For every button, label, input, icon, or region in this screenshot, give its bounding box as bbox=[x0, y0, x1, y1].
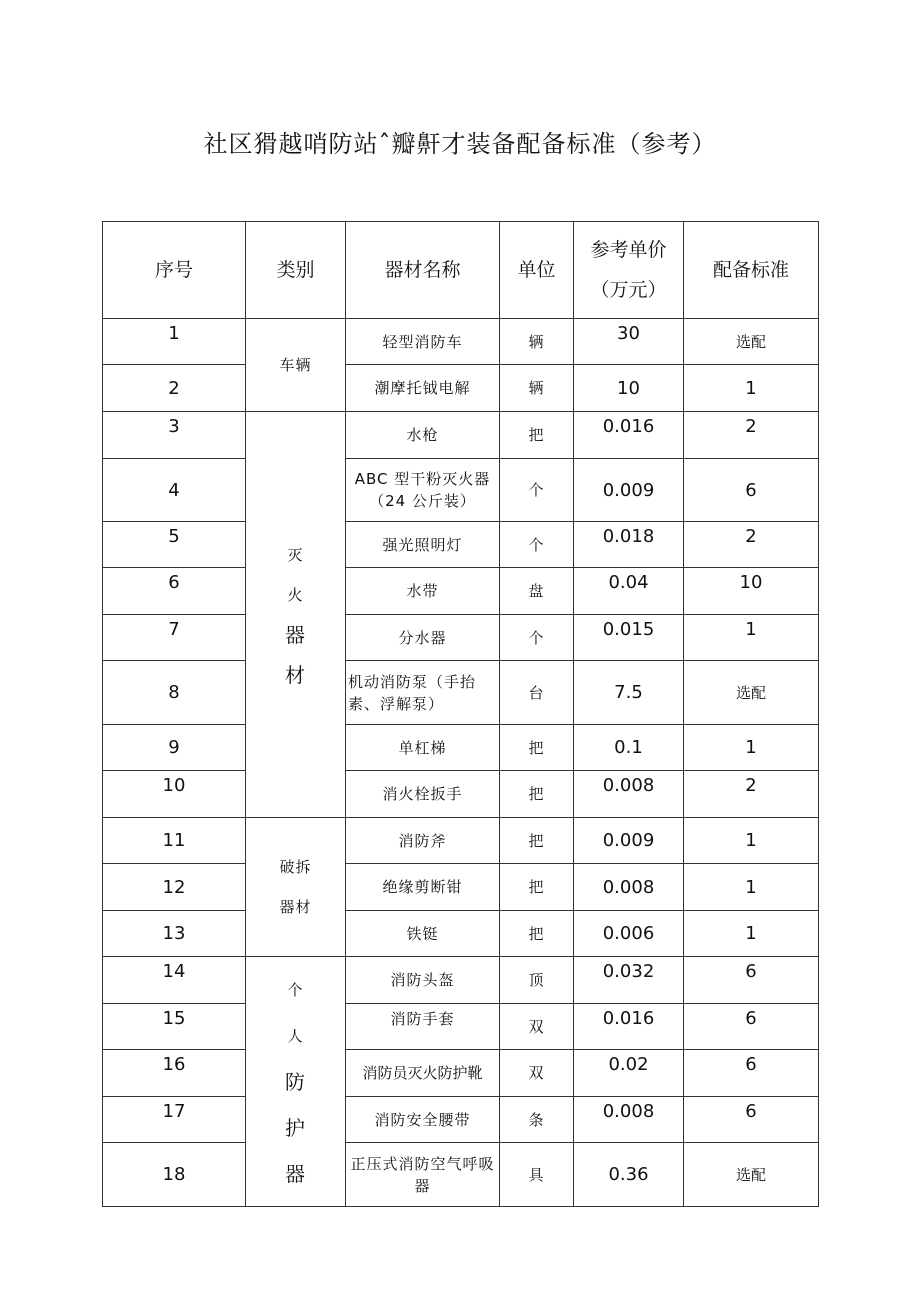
cell-standard: 2 bbox=[684, 522, 819, 568]
cell-standard: 1 bbox=[684, 864, 819, 911]
table-row bbox=[103, 661, 819, 725]
category-char: 灭 bbox=[287, 545, 304, 564]
cell-unit: 条 bbox=[500, 1097, 574, 1143]
cell-seq: 4 bbox=[103, 459, 246, 522]
cell-unit: 个 bbox=[500, 459, 574, 522]
cell-standard: 2 bbox=[684, 771, 819, 818]
category-char: 人 bbox=[287, 1026, 304, 1045]
header-standard: 配备标准 bbox=[684, 222, 819, 319]
cell-price: 0.032 bbox=[574, 957, 684, 1004]
header-price-line2: （万元） bbox=[590, 279, 667, 301]
cell-name: 消防头盔 bbox=[346, 957, 500, 1004]
cell-seq: 5 bbox=[103, 522, 246, 568]
cell-standard: 选配 bbox=[684, 319, 819, 365]
cell-name: 单杠梯 bbox=[346, 725, 500, 771]
cell-name: 机动消防泵（手抬素、浮解泵） bbox=[346, 661, 500, 725]
table-row bbox=[103, 522, 819, 568]
cell-price: 0.36 bbox=[574, 1143, 684, 1207]
cell-standard: 2 bbox=[684, 412, 819, 459]
cell-name: 消防斧 bbox=[346, 818, 500, 864]
cell-unit: 辆 bbox=[500, 365, 574, 412]
cell-name: 分水器 bbox=[346, 615, 500, 661]
cell-unit: 把 bbox=[500, 864, 574, 911]
table-row bbox=[103, 1004, 819, 1050]
cell-price: 0.1 bbox=[574, 725, 684, 771]
cell-seq: 18 bbox=[103, 1143, 246, 1207]
category-personal bbox=[246, 957, 346, 1207]
category-char: 车辆 bbox=[279, 356, 312, 374]
category-char: 火 bbox=[287, 585, 304, 604]
cell-standard: 1 bbox=[684, 725, 819, 771]
cell-seq: 12 bbox=[103, 864, 246, 911]
header-category: 类别 bbox=[246, 222, 346, 319]
table-row bbox=[103, 365, 819, 412]
cell-name: 消火栓扳手 bbox=[346, 771, 500, 818]
table-row bbox=[103, 725, 819, 771]
cell-unit: 辆 bbox=[500, 319, 574, 365]
cell-standard: 1 bbox=[684, 818, 819, 864]
cell-name: 水枪 bbox=[346, 412, 500, 459]
cell-price: 0.02 bbox=[574, 1050, 684, 1097]
category-char: 器材 bbox=[279, 898, 312, 916]
cell-unit: 双 bbox=[500, 1004, 574, 1050]
cell-name: 绝缘剪断钳 bbox=[346, 864, 500, 911]
category-vehicle bbox=[246, 319, 346, 412]
table-row bbox=[103, 1097, 819, 1143]
table-row bbox=[103, 957, 819, 1004]
cell-name: 消防员灭火防护靴 bbox=[346, 1050, 500, 1097]
cell-standard: 选配 bbox=[684, 661, 819, 725]
cell-name: 铁铤 bbox=[346, 911, 500, 957]
cell-unit: 个 bbox=[500, 522, 574, 568]
cell-standard: 1 bbox=[684, 911, 819, 957]
cell-standard: 10 bbox=[684, 568, 819, 615]
cell-price: 0.009 bbox=[574, 818, 684, 864]
cell-unit: 把 bbox=[500, 911, 574, 957]
category-breaking bbox=[246, 818, 346, 957]
cell-standard: 6 bbox=[684, 1097, 819, 1143]
cell-seq: 10 bbox=[103, 771, 246, 818]
category-char: 器 bbox=[285, 1161, 306, 1186]
category-char: 破拆 bbox=[279, 858, 312, 876]
cell-price: 0.006 bbox=[574, 911, 684, 957]
table-row bbox=[103, 412, 819, 459]
cell-seq: 7 bbox=[103, 615, 246, 661]
cell-price: 0.015 bbox=[574, 615, 684, 661]
cell-price: 0.04 bbox=[574, 568, 684, 615]
table-row bbox=[103, 771, 819, 818]
table-row bbox=[103, 911, 819, 957]
cell-name: 水带 bbox=[346, 568, 500, 615]
cell-price: 0.008 bbox=[574, 1097, 684, 1143]
cell-standard: 6 bbox=[684, 459, 819, 522]
cell-unit: 具 bbox=[500, 1143, 574, 1207]
cell-seq: 11 bbox=[103, 818, 246, 864]
cell-price: 30 bbox=[574, 319, 684, 365]
cell-name: 潮摩托钺电解 bbox=[346, 365, 500, 412]
category-char: 护 bbox=[285, 1115, 306, 1140]
cell-price: 0.008 bbox=[574, 864, 684, 911]
cell-name: ABC 型干粉灭火器（24 公斤装） bbox=[346, 459, 500, 522]
header-row bbox=[103, 222, 819, 319]
cell-unit: 双 bbox=[500, 1050, 574, 1097]
cell-price: 0.009 bbox=[574, 459, 684, 522]
cell-seq: 3 bbox=[103, 412, 246, 459]
cell-price: 0.008 bbox=[574, 771, 684, 818]
cell-standard: 1 bbox=[684, 365, 819, 412]
cell-seq: 14 bbox=[103, 957, 246, 1004]
table-row bbox=[103, 864, 819, 911]
category-char: 防 bbox=[285, 1069, 306, 1094]
cell-unit: 台 bbox=[500, 661, 574, 725]
category-char: 器 bbox=[285, 622, 306, 647]
cell-price: 0.016 bbox=[574, 1004, 684, 1050]
cell-unit: 盘 bbox=[500, 568, 574, 615]
table-row bbox=[103, 568, 819, 615]
cell-seq: 1 bbox=[103, 319, 246, 365]
cell-price: 7.5 bbox=[574, 661, 684, 725]
cell-unit: 个 bbox=[500, 615, 574, 661]
cell-unit: 把 bbox=[500, 771, 574, 818]
table-row bbox=[103, 1143, 819, 1207]
cell-name: 消防安全腰带 bbox=[346, 1097, 500, 1143]
table-row bbox=[103, 818, 819, 864]
cell-standard: 选配 bbox=[684, 1143, 819, 1207]
cell-seq: 2 bbox=[103, 365, 246, 412]
cell-seq: 17 bbox=[103, 1097, 246, 1143]
cell-unit: 顶 bbox=[500, 957, 574, 1004]
cell-standard: 6 bbox=[684, 1004, 819, 1050]
cell-name: 消防手套 bbox=[346, 1004, 500, 1050]
category-char: 个 bbox=[287, 980, 304, 999]
cell-seq: 16 bbox=[103, 1050, 246, 1097]
category-fire bbox=[246, 412, 346, 818]
cell-unit: 把 bbox=[500, 725, 574, 771]
table-row bbox=[103, 319, 819, 365]
cell-unit: 把 bbox=[500, 412, 574, 459]
header-price-line1: 参考单价 bbox=[590, 239, 667, 261]
cell-standard: 6 bbox=[684, 1050, 819, 1097]
cell-name: 正压式消防空气呼吸器 bbox=[346, 1143, 500, 1207]
header-unit: 单位 bbox=[500, 222, 574, 319]
cell-seq: 8 bbox=[103, 661, 246, 725]
header-name: 器材名称 bbox=[346, 222, 500, 319]
table-row bbox=[103, 615, 819, 661]
cell-price: 10 bbox=[574, 365, 684, 412]
cell-seq: 6 bbox=[103, 568, 246, 615]
cell-seq: 15 bbox=[103, 1004, 246, 1050]
cell-seq: 9 bbox=[103, 725, 246, 771]
cell-price: 0.018 bbox=[574, 522, 684, 568]
cell-name: 轻型消防车 bbox=[346, 319, 500, 365]
category-char: 材 bbox=[285, 662, 306, 687]
cell-price: 0.016 bbox=[574, 412, 684, 459]
header-price bbox=[574, 222, 684, 319]
cell-standard: 1 bbox=[684, 615, 819, 661]
cell-standard: 6 bbox=[684, 957, 819, 1004]
cell-seq: 13 bbox=[103, 911, 246, 957]
page-title: 社区猾越哨防站ˆ瓣鼾才装备配备标准（参考） bbox=[203, 130, 717, 158]
header-seq: 序号 bbox=[103, 222, 246, 319]
table-row bbox=[103, 459, 819, 522]
cell-name: 强光照明灯 bbox=[346, 522, 500, 568]
cell-unit: 把 bbox=[500, 818, 574, 864]
equipment-table bbox=[102, 221, 819, 1207]
table-row bbox=[103, 1050, 819, 1097]
